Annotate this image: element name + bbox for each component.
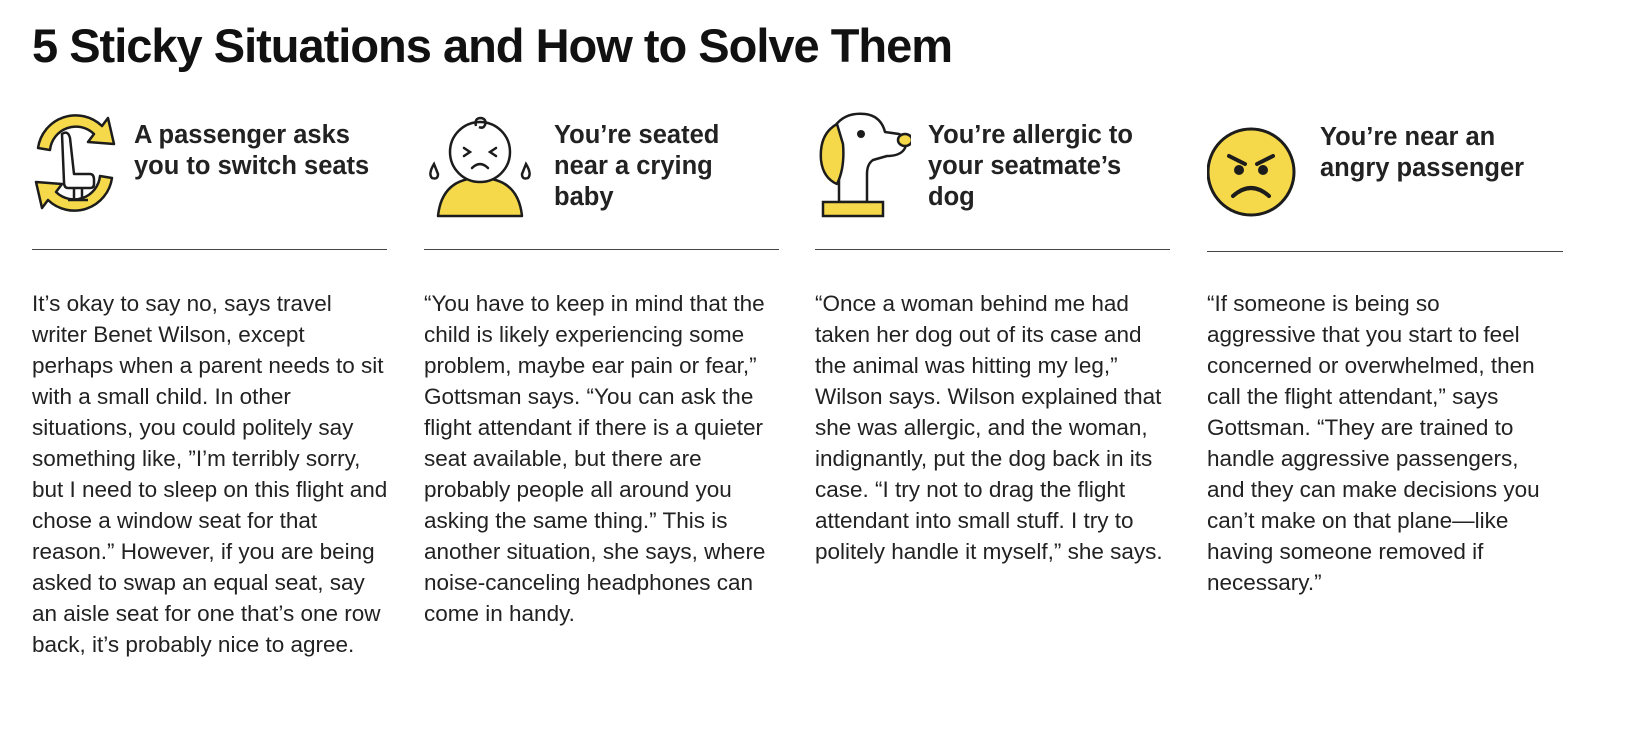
angry-face-icon [1207,104,1299,220]
situation-heading: A passenger asks you to switch seats [134,121,370,180]
divider [1207,251,1563,252]
situation-dog-allergy [815,104,1170,564]
situation-heading: You’re allergic to your seatmate’s dog [928,121,1133,211]
situation-header [32,104,387,230]
situation-header [424,104,779,230]
situation-heading: You’re near an angry passenger [1320,123,1525,182]
situation-header [815,104,1170,230]
situation-header [1207,104,1563,230]
situation-body: “If someone is being so aggressive that you start to feel concerned or overwhelmed, then call the flight attendant,” says Gottsman. “They are trained to handle aggressive passengers, and they can make decisions you can’t make on that plane—like having someone removed if necessary.” [1207,291,1540,595]
page-title: 5 Sticky Situations and How to Solve Them [32,19,953,72]
divider [424,249,779,250]
dog-icon [815,104,911,220]
situation-seat-swap [32,104,388,657]
situation-body: It’s okay to say no, says travel writer Benet Wilson, except perhaps when a parent needs to sit with a small child. In other situations, you could politely say something like, ”I’m terribly sorry, but I need to sleep on this flight and chose a window seat for that reason.” However, if you are being asked to swap an equal seat, say an aisle seat for one that’s one row back, it’s probably nice to agree. [32,291,388,657]
seat-swap-icon [32,104,118,222]
situation-body: “Once a woman behind me had taken her dog out of its case and the animal was hitting my leg,” Wilson says. Wilson explained that she was allergic, and the woman, indignantly, put the dog back in its case. “I try not to drag the flight attendant into small stuff. I try to politely handle it myself,” she says. [815,291,1163,564]
situation-heading: You’re seated near a crying baby [554,121,720,211]
situation-angry-passenger [1207,104,1563,595]
divider [815,249,1170,250]
divider [32,249,387,250]
situation-crying-baby [424,104,779,626]
crying-baby-icon [424,104,536,220]
situation-body: “You have to keep in mind that the child is likely experiencing some problem, maybe ear pain or fear,” Gottsman says. “You can ask the flight attendant if there is a quieter seat available, but there are probably people all around you asking the same thing.” This is another situation, she says, where noise-canceling headphones can come in handy. [424,291,766,626]
